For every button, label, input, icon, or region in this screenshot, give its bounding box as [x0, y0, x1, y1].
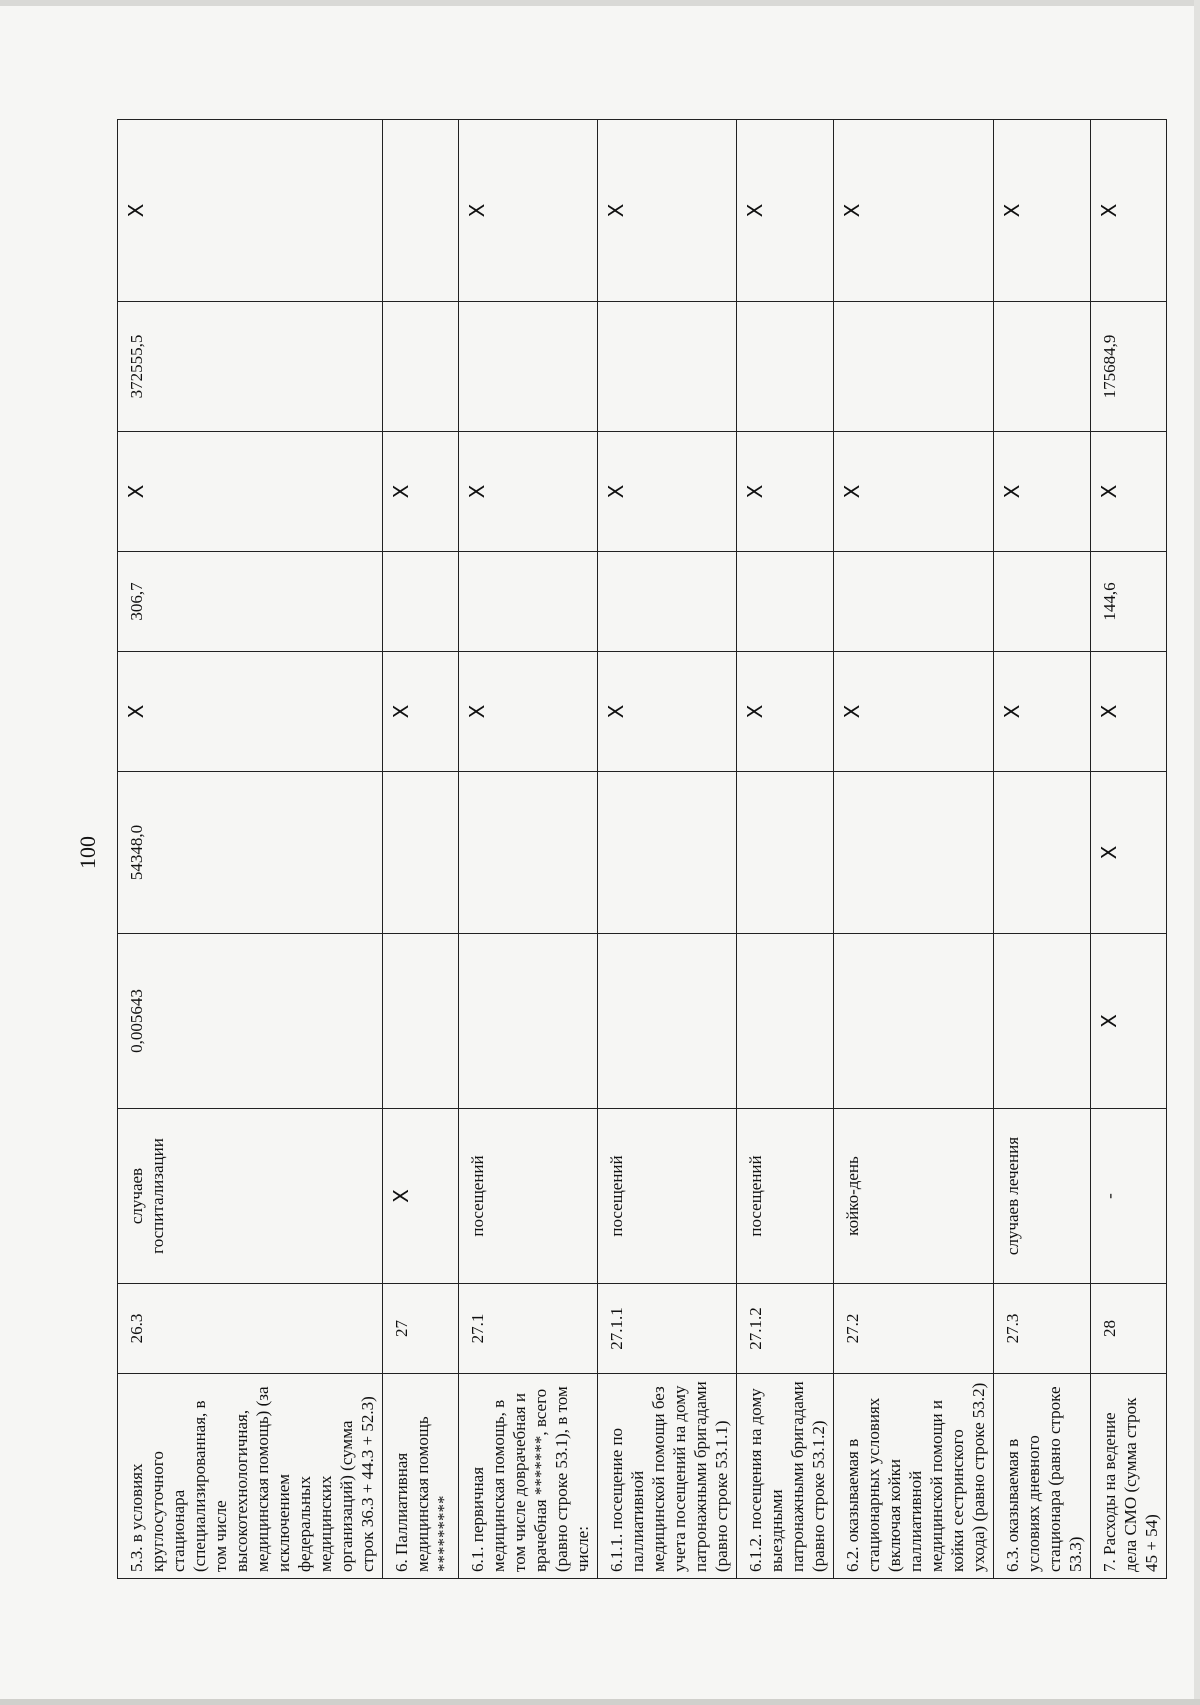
row-value-2	[834, 772, 994, 934]
row-value-5: X	[737, 432, 834, 552]
row-unit: -	[1091, 1109, 1167, 1284]
row-unit: случаев госпитализации	[118, 1109, 383, 1284]
row-value-2: X	[1091, 772, 1167, 934]
row-value-5: X	[834, 432, 994, 552]
row-value-1	[598, 934, 737, 1109]
row-line-number: 26.3	[118, 1284, 383, 1374]
row-name: 6.1.1. посещение по паллиативной медицинской помощи без учета посещений на дому патронажными бригадами (равно строке 53.1.1)	[598, 1374, 737, 1579]
row-value-1: X	[1091, 934, 1167, 1109]
row-value-6: 175684,9	[1091, 302, 1167, 432]
row-value-6	[459, 302, 598, 432]
row-unit: посещений	[737, 1109, 834, 1284]
row-unit: случаев лечения	[994, 1109, 1091, 1284]
row-value-2	[737, 772, 834, 934]
row-line-number: 27.1.1	[598, 1284, 737, 1374]
row-name: 6.3. оказываемая в условиях дневного стационара (равно строке 53.3)	[994, 1374, 1091, 1579]
row-value-4	[459, 552, 598, 652]
row-value-6	[737, 302, 834, 432]
row-value-5: X	[459, 432, 598, 552]
table-row	[994, 120, 1091, 1579]
row-value-1: 0,005643	[118, 934, 383, 1109]
row-value-2	[598, 772, 737, 934]
row-unit: койко-день	[834, 1109, 994, 1284]
row-unit: посещений	[459, 1109, 598, 1284]
row-value-2	[383, 772, 459, 934]
row-value-6	[598, 302, 737, 432]
table-row	[598, 120, 737, 1579]
row-value-6	[383, 302, 459, 432]
row-value-3: X	[994, 652, 1091, 772]
row-value-7	[383, 120, 459, 302]
row-line-number: 27.2	[834, 1284, 994, 1374]
row-value-3: X	[459, 652, 598, 772]
row-value-4	[737, 552, 834, 652]
row-value-7: X	[118, 120, 383, 302]
row-line-number: 28	[1091, 1284, 1167, 1374]
row-value-5: X	[118, 432, 383, 552]
row-value-6	[834, 302, 994, 432]
row-value-4	[834, 552, 994, 652]
row-value-1	[383, 934, 459, 1109]
row-value-4	[994, 552, 1091, 652]
row-value-7: X	[737, 120, 834, 302]
row-value-6: 372555,5	[118, 302, 383, 432]
row-value-1	[834, 934, 994, 1109]
row-unit: X	[383, 1109, 459, 1284]
row-value-4	[598, 552, 737, 652]
row-value-3: X	[598, 652, 737, 772]
row-value-1	[737, 934, 834, 1109]
row-value-5: X	[383, 432, 459, 552]
row-value-7: X	[994, 120, 1091, 302]
table-row	[459, 120, 598, 1579]
row-value-6	[994, 302, 1091, 432]
row-value-3: X	[1091, 652, 1167, 772]
row-value-5: X	[994, 432, 1091, 552]
data-table	[117, 119, 1167, 1579]
row-name: 5.3. в условиях круглосуточного стационара (специализированная, в том числе высокотехнологичная, медицинская помощь) (за исключением федеральных медицинских организаций) (сумма строк 36.3 + 44.3 + 52.3)	[118, 1374, 383, 1579]
row-value-3: X	[737, 652, 834, 772]
row-line-number: 27.3	[994, 1284, 1091, 1374]
row-name: 6.2. оказываемая в стационарных условиях (включая койки паллиативной медицинской помощи и койки сестринского ухода) (равно строке 53.2)	[834, 1374, 994, 1579]
row-value-7: X	[459, 120, 598, 302]
row-value-3: X	[118, 652, 383, 772]
table-row	[118, 120, 383, 1579]
row-line-number: 27.1.2	[737, 1284, 834, 1374]
row-value-2	[459, 772, 598, 934]
table-row	[383, 120, 459, 1579]
row-line-number: 27	[383, 1284, 459, 1374]
row-value-1	[994, 934, 1091, 1109]
table-row	[737, 120, 834, 1579]
row-value-4: 144,6	[1091, 552, 1167, 652]
row-name: 6.1.2. посещения на дому выездными патронажными бригадами (равно строке 53.1.2)	[737, 1374, 834, 1579]
row-line-number: 27.1	[459, 1284, 598, 1374]
row-value-7: X	[834, 120, 994, 302]
row-value-3: X	[383, 652, 459, 772]
row-value-1	[459, 934, 598, 1109]
row-value-2: 54348,0	[118, 772, 383, 934]
row-value-3: X	[834, 652, 994, 772]
row-unit: посещений	[598, 1109, 737, 1284]
row-value-4: 306,7	[118, 552, 383, 652]
table-row	[834, 120, 994, 1579]
row-name: 6. Паллиативная медицинская помощь *********	[383, 1374, 459, 1579]
page-number: 100	[75, 836, 100, 869]
row-value-5: X	[598, 432, 737, 552]
row-value-7: X	[598, 120, 737, 302]
row-value-4	[383, 552, 459, 652]
row-name: 7. Расходы на ведение дела СМО (сумма строк 45 + 54)	[1091, 1374, 1167, 1579]
row-name: 6.1. первичная медицинская помощь, в том числе доврачебная и врачебная *******, всего (равно строке 53.1), в том числе:	[459, 1374, 598, 1579]
table-row	[1091, 120, 1167, 1579]
row-value-7: X	[1091, 120, 1167, 302]
row-value-5: X	[1091, 432, 1167, 552]
row-value-2	[994, 772, 1091, 934]
